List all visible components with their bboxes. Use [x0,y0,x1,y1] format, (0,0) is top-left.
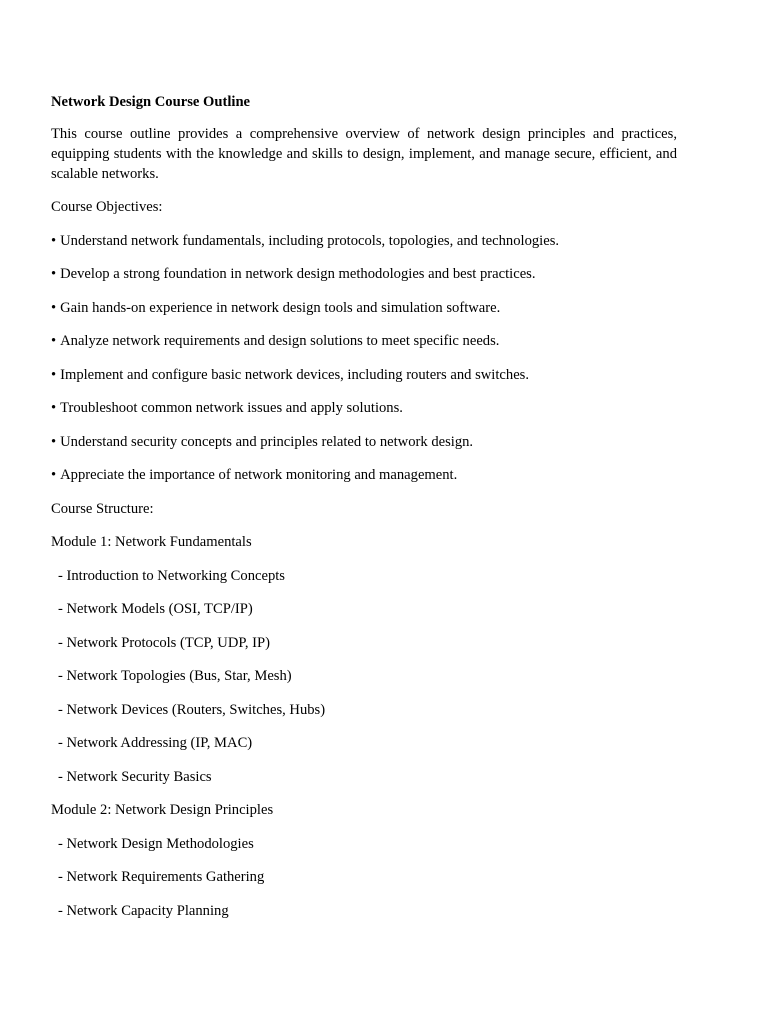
module-title: Module 1: Network Fundamentals [51,534,252,550]
objective-item [51,398,677,432]
bullet-icon: • [51,467,57,483]
structure-heading: Course Structure: [51,500,154,517]
objective-item [51,264,677,298]
bullet-icon: • [51,333,57,349]
module-topic: - Network Capacity Planning [58,902,229,919]
module-title: Module 2: Network Design Principles [51,802,274,818]
objective-item [51,298,677,332]
module-topic: - Introduction to Networking Concepts [58,567,285,584]
objective-item [51,465,677,499]
bullet-icon: • [51,433,57,450]
objective-item [51,432,677,466]
objective-item [51,365,677,399]
module-topic: - Network Models (OSI, TCP/IP) [58,601,253,617]
module-topic: - Network Requirements Gathering [58,869,265,885]
bullet-icon: • [51,366,57,383]
objective-text: Appreciate the importance of network monitoring and management. [60,467,458,483]
objective-text: Gain hands-on experience in network design tools and simulation software. [60,299,501,316]
objective-text: Develop a strong foundation in network design methodologies and best practices. [60,266,536,282]
objective-text: Understand security concepts and principles related to network design. [60,433,474,450]
objective-text: Implement and configure basic network devices, including routers and switches. [60,366,529,383]
bullet-icon: • [51,299,57,316]
objective-text: Analyze network requirements and design solutions to meet specific needs. [60,333,500,349]
objective-text: Troubleshoot common network issues and apply solutions. [60,400,403,416]
module-topic: - Network Security Basics [58,768,212,785]
module-topic: - Network Topologies (Bus, Star, Mesh) [58,668,292,684]
bullet-icon: • [51,400,57,416]
objective-item [51,331,677,365]
objectives-heading: Course Objectives: [51,199,163,215]
module-topic: - Network Devices (Routers, Switches, Hubs) [58,701,326,718]
bullet-icon: • [51,232,57,249]
bullet-icon: • [51,266,57,282]
objective-text: Understand network fundamentals, including protocols, topologies, and technologies. [60,232,560,249]
objective-item [51,231,677,265]
module-topic: - Network Design Methodologies [58,835,254,852]
module-topic: - Network Addressing (IP, MAC) [58,735,253,751]
module-topic: - Network Protocols (TCP, UDP, IP) [58,634,271,651]
intro-paragraph: This course outline provides a comprehensive overview of network design principles and practices, equipping students with the knowledge and skills to design, implement, and manage secure, efficient, and scalable networks. [51,126,677,182]
document-title: Network Design Course Outline [51,94,251,110]
